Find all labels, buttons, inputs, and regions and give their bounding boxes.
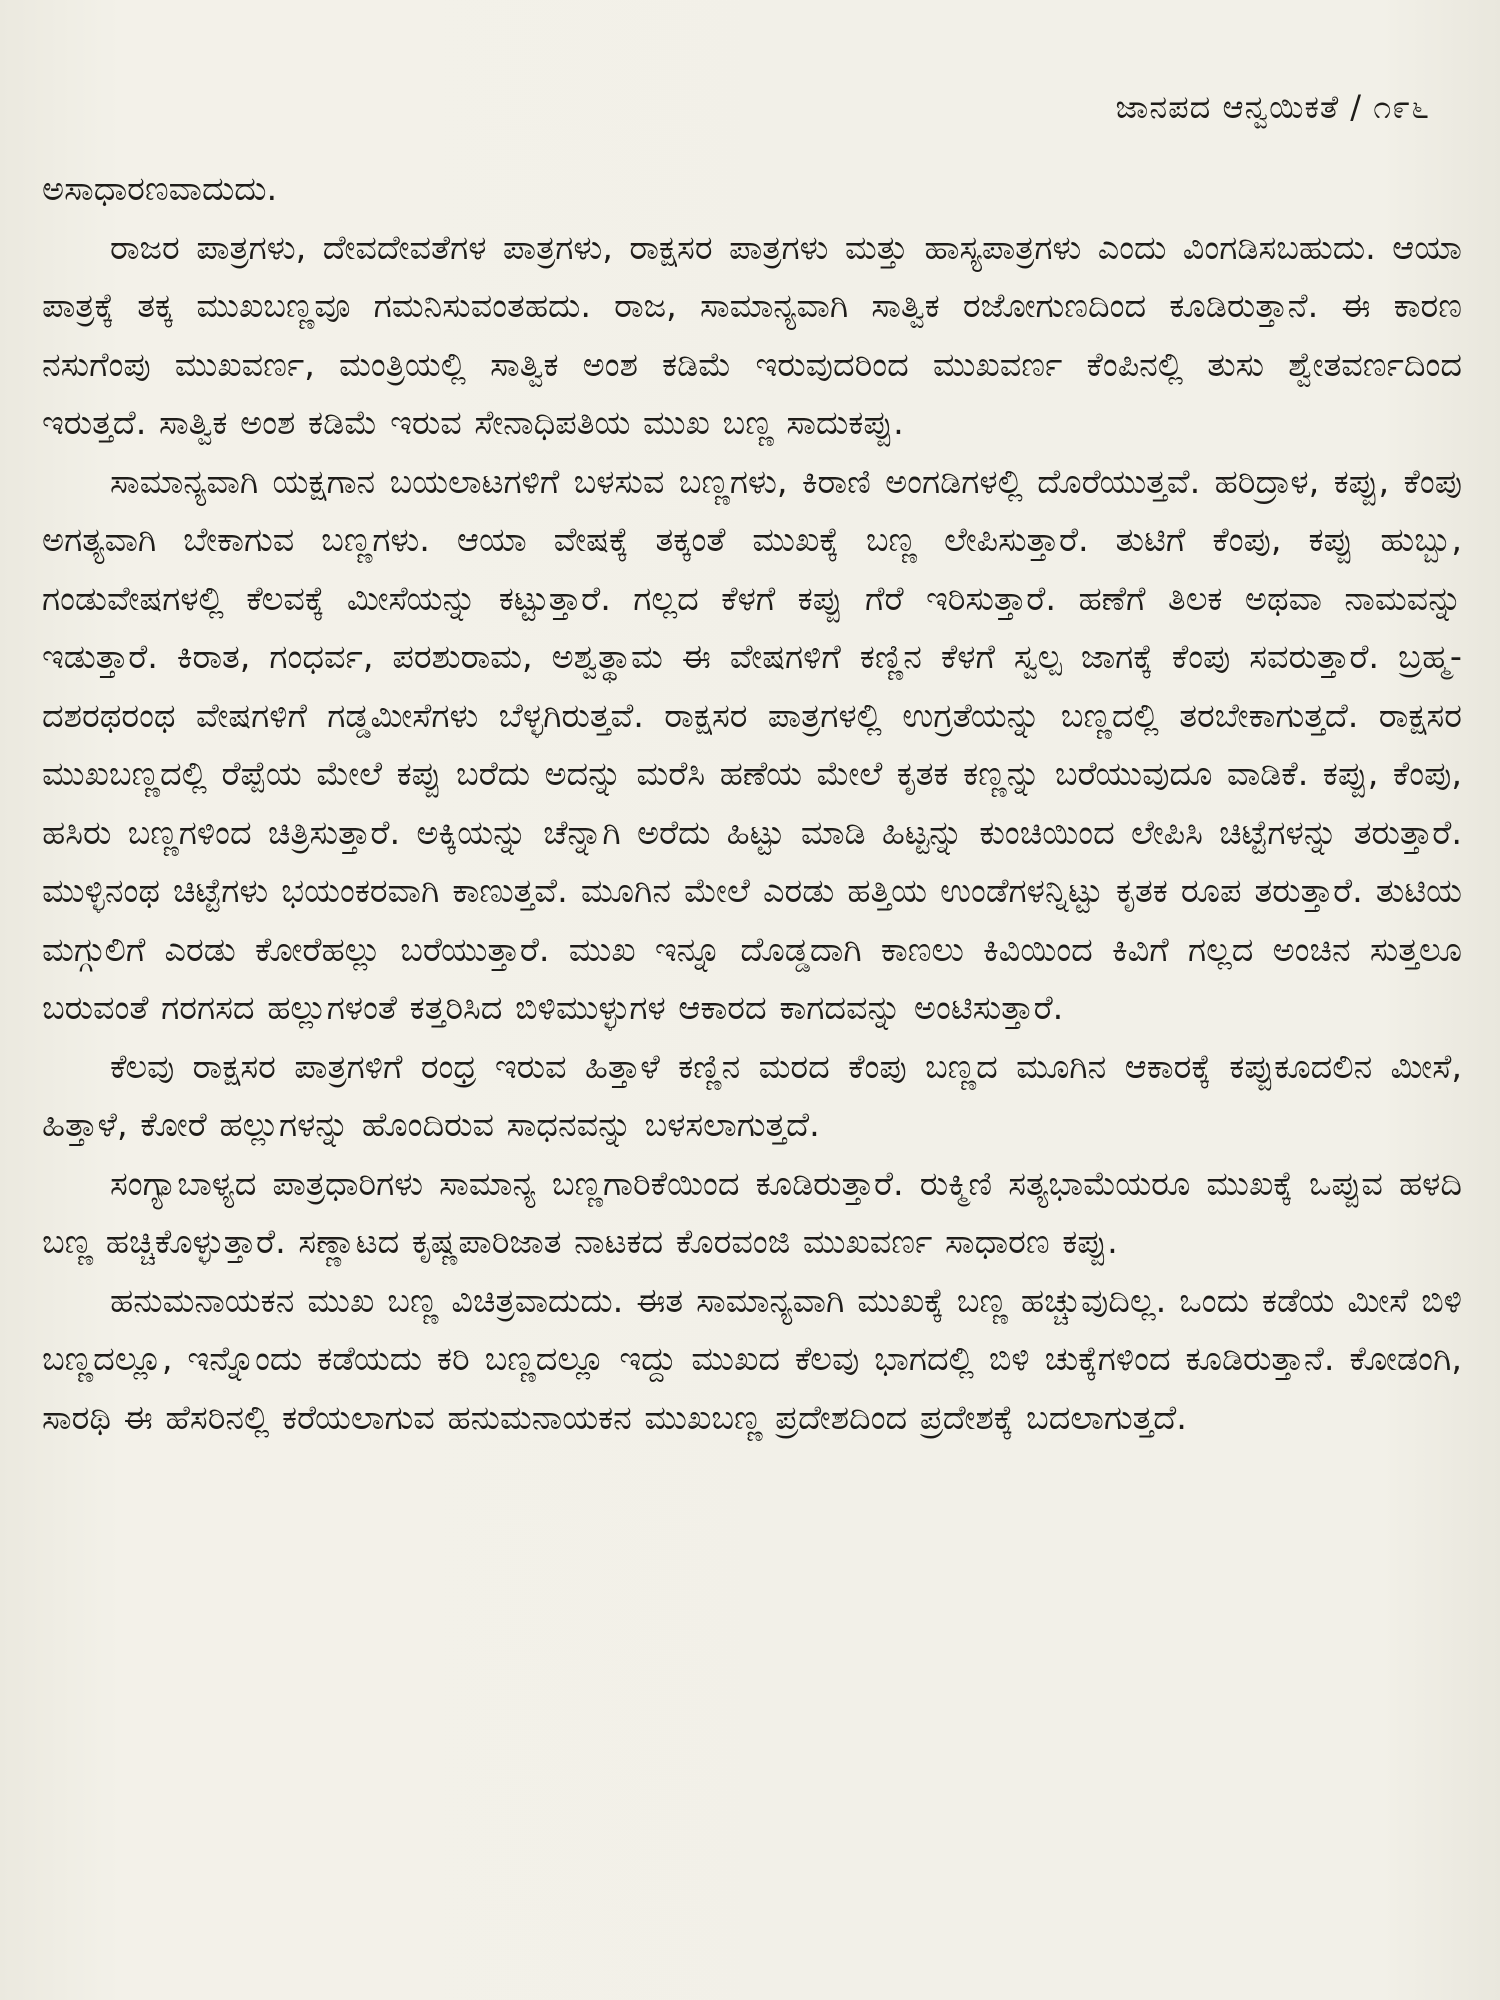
paragraph-continuation: ಅಸಾಧಾರಣವಾದುದು. — [42, 169, 278, 208]
paragraph-yakshagana-colours: ಸಾಮಾನ್ಯವಾಗಿ ಯಕ್ಷಗಾನ ಬಯಲಾಟಗಳಿಗೆ ಬಳಸುವ ಬಣ್ಣಗಳು, ಕಿರಾಣಿ ಅಂಗಡಿಗಳಲ್ಲಿ ದೊರೆಯುತ್ತವೆ. ಹರಿದ್ರಾಳ, ಕಪ್ಪು, ಕೆಂಪು ಅಗತ್ಯವಾಗಿ ಬೇಕಾಗುವ ಬಣ್ಣಗಳು. ಆಯಾ ವೇಷಕ್ಕೆ ತಕ್ಕಂತೆ ಮುಖಕ್ಕೆ ಬಣ್ಣ ಲೇಪಿಸುತ್ತಾರೆ. ತುಟಿಗೆ ಕೆಂಪು, ಕಪ್ಪು ಹುಬ್ಬು, ಗಂಡುವೇಷಗಳಲ್ಲಿ ಕೆಲವಕ್ಕೆ ಮೀಸೆಯನ್ನು ಕಟ್ಟುತ್ತಾರೆ. ಗಲ್ಲದ ಕೆಳಗೆ ಕಪ್ಪು ಗೆರೆ ಇರಿಸುತ್ತಾರೆ. ಹಣೆಗೆ ತಿಲಕ ಅಥವಾ ನಾಮವನ್ನು ಇಡುತ್ತಾರೆ. ಕಿರಾತ, ಗಂಧರ್ವ, ಪರಶುರಾಮ, ಅಶ್ವತ್ಥಾಮ ಈ ವೇಷಗಳಿಗೆ ಕಣ್ಣಿನ ಕೆಳಗೆ ಸ್ವಲ್ಪ ಜಾಗಕ್ಕೆ ಕೆಂಪು ಸವರುತ್ತಾರೆ. ಬ್ರಹ್ಮ-ದಶರಥರಂಥ ವೇಷಗಳಿಗೆ ಗಡ್ಡಮೀಸೆಗಳು ಬೆಳ್ಳಗಿರುತ್ತವೆ. ರಾಕ್ಷಸರ ಪಾತ್ರಗಳಲ್ಲಿ ಉಗ್ರತೆಯನ್ನು ಬಣ್ಣದಲ್ಲಿ ತರಬೇಕಾಗುತ್ತದೆ. ರಾಕ್ಷಸರ ಮುಖಬಣ್ಣದಲ್ಲಿ ರೆಪ್ಪೆಯ ಮೇಲೆ ಕಪ್ಪು ಬರೆದು ಅದನ್ನು ಮರೆಸಿ ಹಣೆಯ ಮೇಲೆ ಕೃತಕ ಕಣ್ಣನ್ನು ಬರೆಯುವುದೂ ವಾಡಿಕೆ. ಕಪ್ಪು, ಕೆಂಪು, ಹಸಿರು ಬಣ್ಣಗಳಿಂದ ಚಿತ್ರಿಸುತ್ತಾರೆ. ಅಕ್ಕಿಯನ್ನು ಚೆನ್ನಾಗಿ ಅರೆದು ಹಿಟ್ಟು ಮಾಡಿ ಹಿಟ್ಟನ್ನು ಕುಂಚಿಯಿಂದ ಲೇಪಿಸಿ ಚಿಟ್ಟೆಗಳನ್ನು ತರುತ್ತಾರೆ. ಮುಳ್ಳಿನಂಥ ಚಿಟ್ಟೆಗಳು ಭಯಂಕರವಾಗಿ ಕಾಣುತ್ತವೆ. ಮೂಗಿನ ಮೇಲೆ ಎರಡು ಹತ್ತಿಯ ಉಂಡೆಗಳನ್ನಿಟ್ಟು ಕೃತಕ ರೂಪ ತರುತ್ತಾರೆ. ತುಟಿಯ ಮಗ್ಗುಲಿಗೆ ಎರಡು ಕೋರೆಹಲ್ಲು ಬರೆಯುತ್ತಾರೆ. ಮುಖ ಇನ್ನೂ ದೊಡ್ಡದಾಗಿ ಕಾಣಲು ಕಿವಿಯಿಂದ ಕಿವಿಗೆ ಗಲ್ಲದ ಅಂಚಿನ ಸುತ್ತಲೂ ಬರುವಂತೆ ಗರಗಸದ ಹಲ್ಲುಗಳಂತೆ ಕತ್ತರಿಸಿದ ಬಿಳಿಮುಳ್ಳುಗಳ ಆಕಾರದ ಕಾಗದವನ್ನು ಅಂಟಿಸುತ್ತಾರೆ. — [42, 461, 1462, 1027]
paragraph-rakshasa-mask: ಕೆಲವು ರಾಕ್ಷಸರ ಪಾತ್ರಗಳಿಗೆ ರಂಧ್ರ ಇರುವ ಹಿತ್ತಾಳೆ ಕಣ್ಣಿನ ಮರದ ಕೆಂಪು ಬಣ್ಣದ ಮೂಗಿನ ಆಕಾರಕ್ಕೆ ಕಪ್ಪುಕೂದಲಿನ ಮೀಸೆ, ಹಿತ್ತಾಳೆ, ಕೋರೆ ಹಲ್ಲುಗಳನ್ನು ಹೊಂದಿರುವ ಸಾಧನವನ್ನು ಬಳಸಲಾಗುತ್ತದೆ. — [42, 1046, 1462, 1144]
paragraph-hanumanayaka: ಹನುಮನಾಯಕನ ಮುಖ ಬಣ್ಣ ವಿಚಿತ್ರವಾದುದು. ಈತ ಸಾಮಾನ್ಯವಾಗಿ ಮುಖಕ್ಕೆ ಬಣ್ಣ ಹಚ್ಚುವುದಿಲ್ಲ. ಒಂದು ಕಡೆಯ ಮೀಸೆ ಬಿಳಿ ಬಣ್ಣದಲ್ಲೂ, ಇನ್ನೊಂದು ಕಡೆಯದು ಕರಿ ಬಣ್ಣದಲ್ಲೂ ಇದ್ದು ಮುಖದ ಕೆಲವು ಭಾಗದಲ್ಲಿ ಬಿಳಿ ಚುಕ್ಕೆಗಳಿಂದ ಕೂಡಿರುತ್ತಾನೆ. ಕೋಡಂಗಿ, ಸಾರಥಿ ಈ ಹೆಸರಿನಲ್ಲಿ ಕರೆಯಲಾಗುವ ಹನುಮನಾಯಕನ ಮುಖಬಣ್ಣ ಪ್ರದೇಶದಿಂದ ಪ್ರದೇಶಕ್ಕೆ ಬದಲಾಗುತ್ತದೆ. — [42, 1280, 1462, 1437]
running-header: ಜಾನಪದ ಆನ್ವಯಿಕತೆ / ೧೯೬ — [1115, 88, 1430, 126]
page-body — [42, 160, 1462, 1447]
paragraph-sangyabalya: ಸಂಗ್ಯಾಬಾಳ್ಯದ ಪಾತ್ರಧಾರಿಗಳು ಸಾಮಾನ್ಯ ಬಣ್ಣಗಾರಿಕೆಯಿಂದ ಕೂಡಿರುತ್ತಾರೆ. ರುಕ್ಮಿಣಿ ಸತ್ಯಭಾಮೆಯರೂ ಮುಖಕ್ಕೆ ಒಪ್ಪುವ ಹಳದಿ ಬಣ್ಣ ಹಚ್ಚಿಕೊಳ್ಳುತ್ತಾರೆ. ಸಣ್ಣಾಟದ ಕೃಷ್ಣಪಾರಿಜಾತ ನಾಟಕದ ಕೊರವಂಜಿ ಮುಖವರ್ಣ ಸಾಧಾರಣ ಕಪ್ಪು. — [42, 1163, 1462, 1261]
paragraph-character-types: ರಾಜರ ಪಾತ್ರಗಳು, ದೇವದೇವತೆಗಳ ಪಾತ್ರಗಳು, ರಾಕ್ಷಸರ ಪಾತ್ರಗಳು ಮತ್ತು ಹಾಸ್ಯಪಾತ್ರಗಳು ಎಂದು ವಿಂಗಡಿಸಬಹುದು. ಆಯಾ ಪಾತ್ರಕ್ಕೆ ತಕ್ಕ ಮುಖಬಣ್ಣವೂ ಗಮನಿಸುವಂತಹದು. ರಾಜ, ಸಾಮಾನ್ಯವಾಗಿ ಸಾತ್ವಿಕ ರಜೋಗುಣದಿಂದ ಕೂಡಿರುತ್ತಾನೆ. ಈ ಕಾರಣ ನಸುಗೆಂಪು ಮುಖವರ್ಣ, ಮಂತ್ರಿಯಲ್ಲಿ ಸಾತ್ವಿಕ ಅಂಶ ಕಡಿಮೆ ಇರುವುದರಿಂದ ಮುಖವರ್ಣ ಕೆಂಪಿನಲ್ಲಿ ತುಸು ಶ್ವೇತವರ್ಣದಿಂದ ಇರುತ್ತದೆ. ಸಾತ್ವಿಕ ಅಂಶ ಕಡಿಮೆ ಇರುವ ಸೇನಾಧಿಪತಿಯ ಮುಖ ಬಣ್ಣ ಸಾದುಕಪ್ಪು. — [42, 227, 1462, 442]
